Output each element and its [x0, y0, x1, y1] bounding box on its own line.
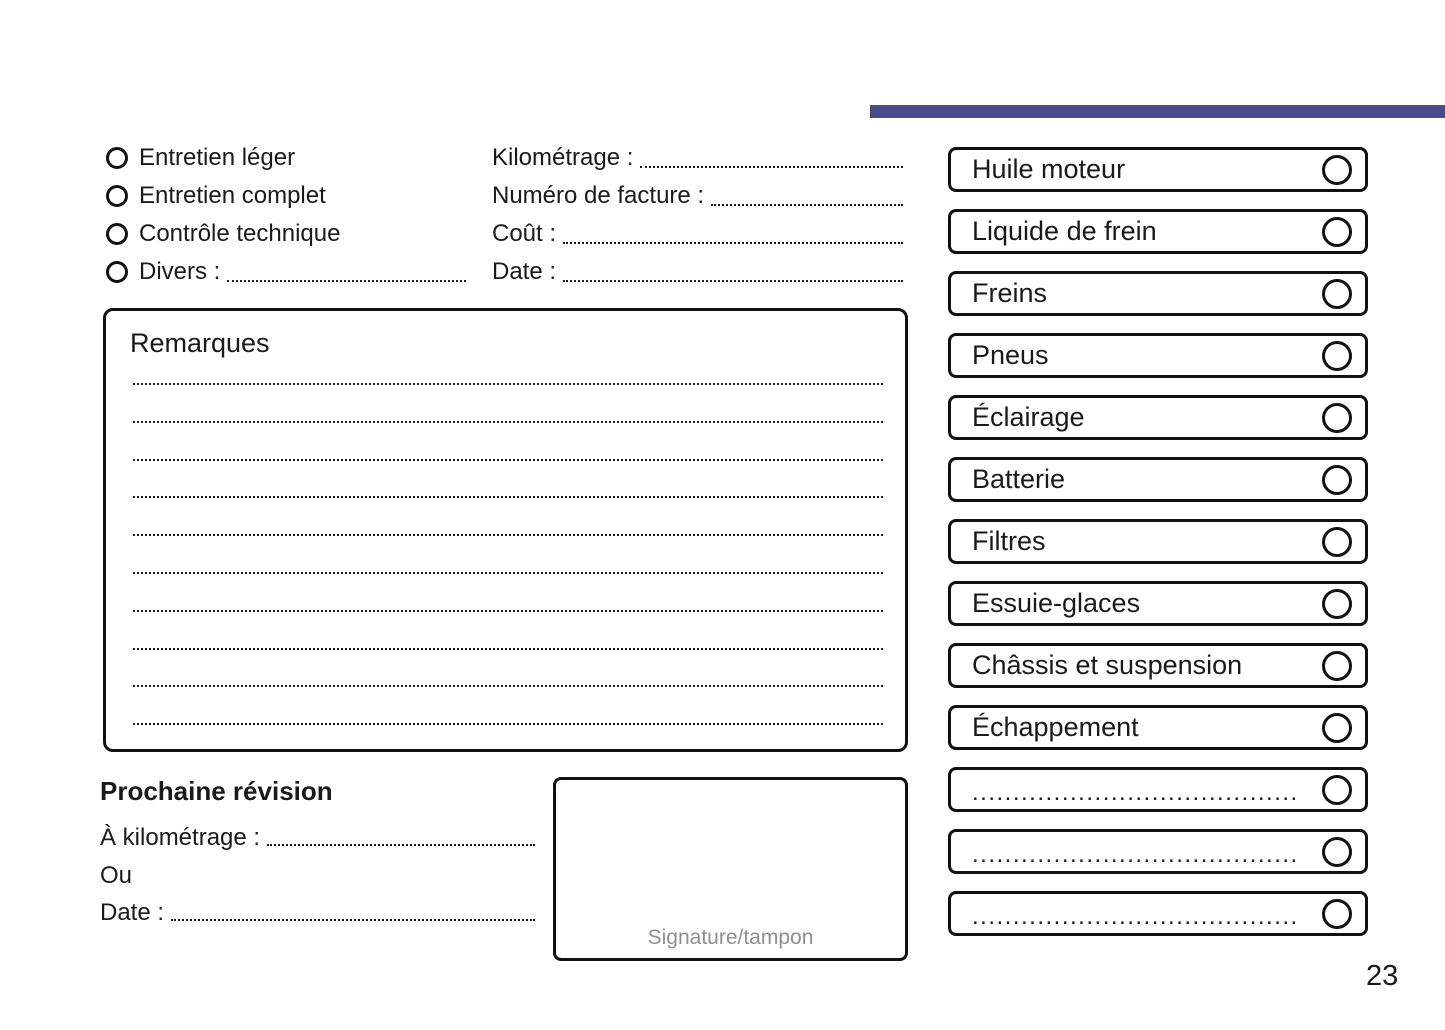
field-label: Coût : [492, 220, 557, 247]
write-in-line[interactable] [267, 844, 535, 846]
invoice-field [492, 177, 905, 215]
checklist-item-label: Châssis et suspension [972, 650, 1243, 680]
remarks-write-in-line[interactable] [133, 685, 883, 687]
invoice-field [492, 253, 905, 291]
next-service-field [100, 896, 537, 930]
radio-circle[interactable] [106, 261, 128, 283]
remarks-write-in-line[interactable] [133, 496, 883, 498]
field-label: À kilométrage : [100, 824, 261, 851]
check-circle[interactable] [1322, 775, 1352, 805]
option-label: Contrôle technique [139, 220, 341, 247]
checklist-item[interactable] [948, 705, 1368, 750]
radio-circle[interactable] [106, 223, 128, 245]
service-type-option[interactable] [106, 139, 468, 177]
service-type-option[interactable] [106, 253, 468, 291]
service-type-option[interactable] [106, 215, 468, 253]
accent-bar [870, 105, 1445, 118]
option-label: Divers : [139, 258, 221, 285]
field-label: Kilométrage : [492, 144, 634, 171]
checklist-item-label: ........................................ [972, 779, 1299, 806]
checklist-item[interactable] [948, 395, 1368, 440]
remarks-write-in-line[interactable] [133, 383, 883, 385]
checklist-item-label: Freins [972, 278, 1048, 308]
check-circle[interactable] [1322, 155, 1352, 185]
checklist-item-label: Pneus [972, 340, 1049, 370]
check-circle[interactable] [1322, 465, 1352, 495]
write-in-line[interactable] [711, 204, 903, 206]
checklist [948, 147, 1368, 953]
write-in-line[interactable] [227, 280, 466, 282]
checklist-item-label: Batterie [972, 464, 1066, 494]
checklist-item[interactable] [948, 581, 1368, 626]
signature-box[interactable] [553, 777, 908, 961]
checklist-item-label: ........................................ [972, 903, 1299, 930]
check-circle[interactable] [1322, 403, 1352, 433]
next-service-field [100, 821, 537, 855]
remarks-write-in-line[interactable] [133, 610, 883, 612]
check-circle[interactable] [1322, 527, 1352, 557]
check-circle[interactable] [1322, 713, 1352, 743]
next-service-title: Prochaine révision [100, 776, 333, 806]
field-label: Date : [100, 899, 165, 927]
write-in-line[interactable] [563, 280, 903, 282]
checklist-item-label: Éclairage [972, 402, 1085, 432]
checklist-item-label: Échappement [972, 712, 1139, 742]
invoice-field [492, 215, 905, 253]
option-label: Entretien léger [139, 144, 296, 171]
checklist-item-blank[interactable] [948, 891, 1368, 936]
next-service-field [100, 859, 537, 893]
checklist-item[interactable] [948, 519, 1368, 564]
invoice-fields-group [492, 139, 905, 291]
checklist-item[interactable] [948, 643, 1368, 688]
field-label: Date : [492, 258, 557, 285]
checklist-item-blank[interactable] [948, 829, 1368, 874]
remarks-box[interactable] [103, 308, 908, 752]
write-in-line[interactable] [171, 919, 535, 921]
checklist-item-label: Huile moteur [972, 154, 1126, 184]
field-label: Ou [100, 861, 133, 889]
write-in-line[interactable] [563, 242, 903, 244]
check-circle[interactable] [1322, 651, 1352, 681]
checklist-item-label: Filtres [972, 526, 1046, 556]
remarks-write-in-line[interactable] [133, 421, 883, 423]
checklist-item-label: Essuie-glaces [972, 588, 1141, 618]
check-circle[interactable] [1322, 217, 1352, 247]
remarks-write-in-line[interactable] [133, 723, 883, 725]
checklist-item-label: Liquide de frein [972, 216, 1157, 246]
checklist-item[interactable] [948, 147, 1368, 192]
write-in-line[interactable] [640, 166, 903, 168]
checklist-item-blank[interactable] [948, 767, 1368, 812]
radio-circle[interactable] [106, 147, 128, 169]
radio-circle[interactable] [106, 185, 128, 207]
checklist-item[interactable] [948, 271, 1368, 316]
checklist-item[interactable] [948, 333, 1368, 378]
remarks-title: Remarques [130, 328, 270, 358]
check-circle[interactable] [1322, 341, 1352, 371]
option-label: Entretien complet [139, 182, 326, 209]
check-circle[interactable] [1322, 837, 1352, 867]
checklist-item-label: ........................................ [972, 841, 1299, 868]
remarks-write-in-line[interactable] [133, 648, 883, 650]
remarks-write-in-line[interactable] [133, 534, 883, 536]
check-circle[interactable] [1322, 589, 1352, 619]
page-number: 23 [1366, 960, 1399, 992]
service-type-option[interactable] [106, 177, 468, 215]
remarks-write-in-line[interactable] [133, 459, 883, 461]
check-circle[interactable] [1322, 899, 1352, 929]
signature-label: Signature/tampon [647, 926, 814, 949]
check-circle[interactable] [1322, 279, 1352, 309]
field-label: Numéro de facture : [492, 182, 705, 209]
invoice-field [492, 139, 905, 177]
checklist-item[interactable] [948, 457, 1368, 502]
checklist-item[interactable] [948, 209, 1368, 254]
remarks-write-in-line[interactable] [133, 572, 883, 574]
service-type-group [106, 139, 468, 291]
